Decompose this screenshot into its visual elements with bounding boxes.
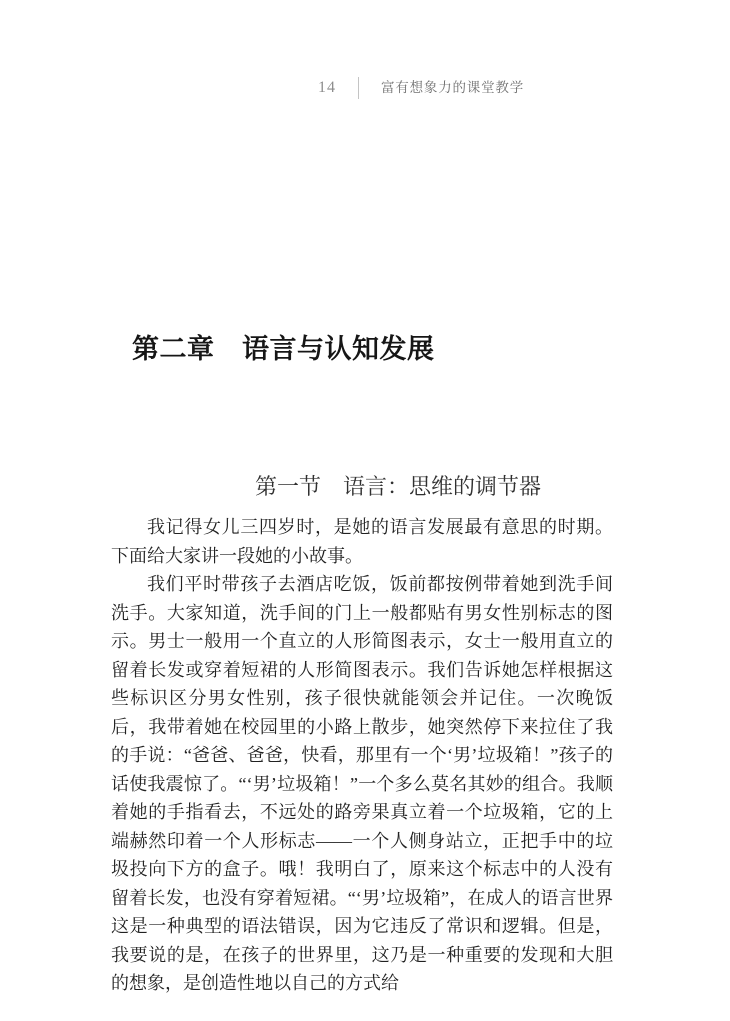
body-text [111, 513, 613, 998]
running-header [318, 76, 524, 100]
paragraph: 我记得女儿三四岁时，是她的语言发展最有意思的时期。下面给大家讲一段她的小故事。 [111, 517, 613, 566]
chapter-title: 第二章 语言与认知发展 [132, 334, 435, 365]
header-divider-line [358, 77, 359, 99]
running-header-book-title: 富有想象力的课堂教学 [381, 80, 524, 95]
section-title: 第一节 语言：思维的调节器 [254, 474, 541, 500]
page-number: 14 [318, 79, 336, 96]
paragraph: 我们平时带孩子去酒店吃饭，饭前都按例带着她到洗手间洗手。大家知道，洗手间的门上一般都贴有男女性别标志的图示。男士一般用一个直立的人形简图表示，女士一般用直立的留着长发或穿着短裙的人形简图表示。我们告诉她怎样根据这些标识区分男女性别，孩子很快就能领会并记住。一次晚饭后，我带着她在校园里的小路上散步，她突然停下来拉住了我的手说：“爸爸、爸爸，快看，那里有一个‘男’垃圾箱！”孩子的话使我震惊了。“‘男’垃圾箱！”一个多么莫名其妙的组合。我顺着她的手指看去，不远处的路旁果真立着一个垃圾箱，它的上端赫然印着一个人形标志——一个人侧身站立，正把手中的垃圾投向下方的盒子。哦！我明白了，原来这个标志中的人没有留着长发，也没有穿着短裙。“‘男’垃圾箱”，在成人的语言世界这是一种典型的语法错误，因为它违反了常识和逻辑。但是，我要说的是，在孩子的世界里，这乃是一种重要的发现和大胆的想象，是创造性地以自己的方式给 [111, 574, 613, 993]
